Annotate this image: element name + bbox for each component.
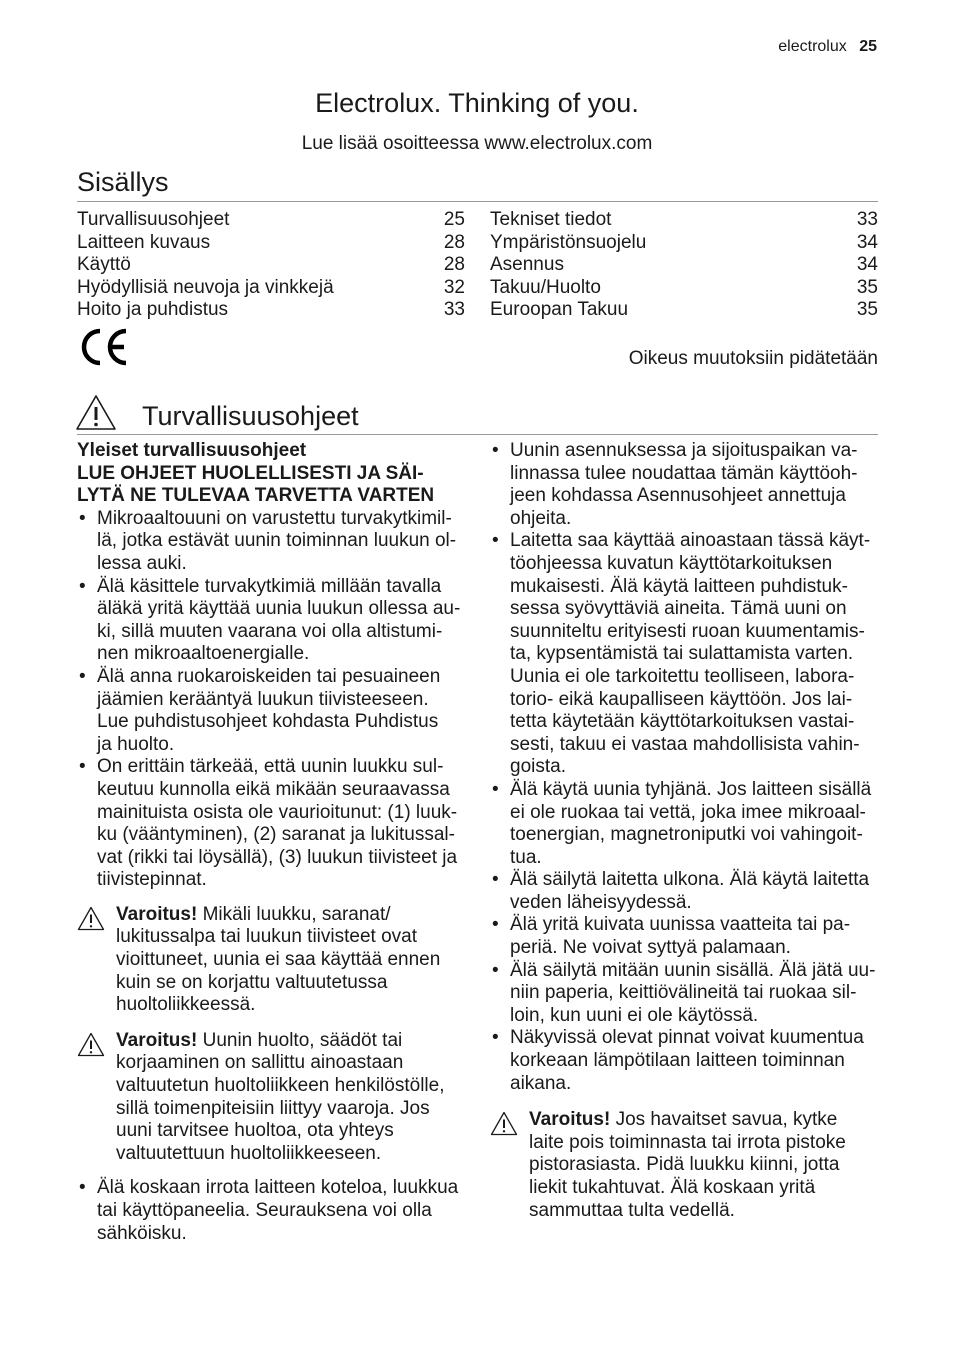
toc-entry-page: 35 <box>856 276 878 298</box>
toc-entry-label: Käyttö <box>77 254 131 276</box>
toc-entry-label: Turvallisuusohjeet <box>77 209 230 230</box>
tagline: Electrolux. Thinking of you. <box>315 88 639 118</box>
line: Uunin asennuksessa ja sijoituspaikan va- <box>510 440 858 461</box>
line: Uunia ei ole tarkoitettu teolliseen, labora- <box>510 665 855 687</box>
toc-entry-label: Asennus <box>490 254 564 276</box>
line: vat (rikki tai löysällä), (3) luukun tiivisteet ja <box>97 846 458 868</box>
line: sähköisku. <box>97 1222 187 1244</box>
toc-entry-label: Laitteen kuvaus <box>77 231 211 253</box>
line: huoltoliikkeessä. <box>116 994 256 1016</box>
website-line: Lue lisää osoitteessa www.electrolux.com <box>301 133 653 154</box>
warning-block <box>77 1030 465 1166</box>
line: veden läheisyydessä. <box>510 891 692 913</box>
warning-triangle-icon <box>77 1032 105 1057</box>
toc-entry <box>77 299 465 322</box>
safety-list-right <box>490 440 878 1095</box>
line: toenergian, magnetroniputki voi vahingoit- <box>510 824 863 846</box>
safety-column-left <box>77 440 465 1245</box>
line: vioittuneet, uunia ei saa käyttää ennen <box>116 949 441 971</box>
list-item <box>490 779 878 869</box>
ce-mark-icon <box>78 326 130 368</box>
line: Uunin huolto, säädöt tai <box>197 1029 403 1051</box>
toc-entry-page: 25 <box>443 209 465 230</box>
brand-name: electrolux <box>778 38 847 55</box>
warning-block <box>77 904 465 1017</box>
caps-line: LUE OHJEET HUOLELLISESTI JA SÄI- <box>77 462 424 484</box>
line: nen mikroaaltoenergialle. <box>97 643 310 665</box>
line: laite pois toiminnasta tai irrota pistoke <box>529 1131 846 1153</box>
toc-entry-page: 34 <box>856 254 878 276</box>
line: Älä yritä kuivata uunissa vaatteita tai pa- <box>510 914 851 936</box>
list-item <box>77 576 465 666</box>
line: sessa syövyttäviä aineita. Tämä uuni on <box>510 598 847 620</box>
list-item <box>77 508 465 576</box>
safety-list-left <box>77 508 465 892</box>
warning-label: Varoitus! <box>116 903 198 925</box>
line: Älä säilytä laitetta ulkona. Älä käytä laitetta <box>510 869 870 891</box>
list-item <box>77 666 465 756</box>
line: Älä käytä uunia tyhjänä. Jos laitteen sisällä <box>510 778 872 800</box>
line: tetta käytetään käyttötarkoituksen vastai- <box>510 711 855 733</box>
toc-entry-page: 35 <box>856 299 878 321</box>
contents-list-right <box>490 209 878 322</box>
contents-heading: Sisällys <box>77 167 169 197</box>
toc-entry-label: Ympäristönsuojelu <box>490 231 647 253</box>
line: jäämien kerääntyä luukun tiivisteeseen. <box>97 688 429 710</box>
line: valtuutettuun huoltoliikkeeseen. <box>116 1142 382 1164</box>
line: torio- eikä kaupalliseen käyttöön. Jos lai- <box>510 688 853 710</box>
safety-heading: Turvallisuusohjeet <box>142 401 359 431</box>
line: tiivistepinnat. <box>97 869 207 891</box>
line: aikana. <box>510 1072 572 1094</box>
line: ja huolto. <box>97 733 175 755</box>
line: töohjeessa kuvatun käyttötarkoituksen <box>510 552 833 574</box>
warning-label: Varoitus! <box>529 1109 611 1131</box>
toc-entry <box>77 209 465 232</box>
line: mukaisesti. Älä käytä laitteen puhdistuk- <box>510 575 848 597</box>
line: Näkyvissä olevat pinnat voivat kuumentua <box>510 1027 864 1049</box>
line: korjaaminen on sallittu ainoastaan <box>116 1052 404 1074</box>
line: liekit tukahtuvat. Älä koskaan yritä <box>529 1177 816 1198</box>
toc-entry-label: Hyödyllisiä neuvoja ja vinkkejä <box>77 276 334 298</box>
line: Älä anna ruokaroiskeiden tai pesuaineen <box>97 665 441 687</box>
list-item <box>490 960 878 1028</box>
line: loin, kun uuni ei ole käytössä. <box>510 1004 759 1026</box>
line: valtuutetun huoltoliikkeen henkilöstölle, <box>116 1075 445 1097</box>
page-header <box>778 38 877 56</box>
line: äläkä yritä käyttää uunia luukun ollessa au- <box>97 598 461 620</box>
line: goista. <box>510 756 566 778</box>
line: sesti, takuu ei vastaa mahdollisista vahin- <box>510 733 860 755</box>
line: ki, sillä muuten vaarana voi olla altistumi- <box>97 620 443 642</box>
toc-entry-page: 34 <box>856 231 878 253</box>
warning-triangle-icon <box>75 394 117 431</box>
contents-divider <box>77 201 878 202</box>
line: lessa auki. <box>97 552 187 574</box>
line: sillä toimenpiteisiin liittyy vaaroja. Jos <box>116 1097 430 1119</box>
toc-entry <box>490 254 878 277</box>
safety-column-right <box>490 440 878 1222</box>
list-item <box>77 756 465 892</box>
line: pistorasiasta. Pidä luukku kiinni, jotta <box>529 1154 840 1176</box>
line: ohjeita. <box>510 507 572 529</box>
line: mainituista osista ole vaurioitunut: (1) luuk- <box>97 801 458 823</box>
toc-entry <box>490 299 878 322</box>
list-item <box>490 1027 878 1095</box>
toc-entry-page: 33 <box>443 299 465 321</box>
line: Jos havaitset savua, kytke <box>610 1109 838 1131</box>
toc-entry-label: Tekniset tiedot <box>490 209 612 230</box>
toc-entry <box>77 277 465 300</box>
line: On erittäin tärkeää, että uunin luukku sul- <box>97 756 444 778</box>
warning-triangle-icon <box>77 906 105 931</box>
contents-list-left <box>77 209 465 322</box>
line: jeen kohdassa Asennusohjeet annettuja <box>510 485 846 507</box>
line: kuin se on korjattu valtuutetussa <box>116 971 388 993</box>
line: linnassa tulee noudattaa tämän käyttöoh- <box>510 462 858 484</box>
line: Älä säilytä mitään uunin sisällä. Älä jätä uu- <box>510 959 876 981</box>
line: uuni tarvitsee huoltoa, ota yhteys <box>116 1120 394 1142</box>
general-safety-subheading: Yleiset turvallisuusohjeet <box>77 440 307 461</box>
line: suunniteltu erityisesti ruoan kuumentamis- <box>510 620 865 642</box>
line: Älä käsittele turvakytkimiä millään tavalla <box>97 575 442 597</box>
warning-block <box>490 1109 878 1222</box>
line: ku (vääntyminen), (2) saranat ja lukitussal- <box>97 824 455 846</box>
safety-list-left-end <box>77 1177 465 1245</box>
rights-reserved-note: Oikeus muutoksiin pidätetään <box>628 348 878 369</box>
toc-entry-label: Euroopan Takuu <box>490 299 629 321</box>
list-item <box>490 530 878 779</box>
toc-entry <box>490 232 878 255</box>
toc-entry-label: Hoito ja puhdistus <box>77 299 229 321</box>
toc-entry-label: Takuu/Huolto <box>490 276 601 298</box>
safety-divider <box>77 434 878 435</box>
line: Lue puhdistusohjeet kohdasta Puhdistus <box>97 711 439 733</box>
line: Mikroaaltouuni on varustettu turvakytkimil- <box>97 507 452 529</box>
toc-entry <box>490 209 878 232</box>
line: niin paperia, keittiövälineitä tai ruokaa sil- <box>510 982 857 1004</box>
warning-label: Varoitus! <box>116 1029 198 1051</box>
line: Mikäli luukku, saranat/ <box>197 903 391 925</box>
line: keutuu kunnolla eikä mikään seuraavassa <box>97 778 450 800</box>
toc-entry <box>490 277 878 300</box>
warning-triangle-icon <box>490 1111 518 1136</box>
line: lukitussalpa tai luukun tiivisteet ovat <box>116 926 417 948</box>
toc-entry <box>77 232 465 255</box>
toc-entry-page: 32 <box>443 276 465 298</box>
line: lä, jotka estävät uunin toiminnan luukun ol- <box>97 530 457 552</box>
toc-entry-page: 33 <box>856 209 878 230</box>
toc-entry <box>77 254 465 277</box>
line: periä. Ne voivat syttyä palamaan. <box>510 937 791 959</box>
line: tua. <box>510 846 542 868</box>
line: ei ole ruokaa tai vettä, joka imee mikroaal- <box>510 801 866 823</box>
line: Laitetta saa käyttää ainoastaan tässä käyt- <box>510 530 871 552</box>
list-item <box>490 869 878 914</box>
line: ta, kypsentämistä tai sulattamista varten. <box>510 643 854 665</box>
line: sammuttaa tulta vedellä. <box>529 1199 735 1221</box>
line: korkeaan lämpötilaan laitteen toiminnan <box>510 1050 845 1072</box>
list-item <box>77 1177 465 1245</box>
list-item <box>490 914 878 959</box>
line: Älä koskaan irrota laitteen koteloa, luukkua <box>97 1177 459 1199</box>
list-item <box>490 440 878 530</box>
toc-entry-page: 28 <box>443 254 465 276</box>
toc-entry-page: 28 <box>443 231 465 253</box>
line: tai käyttöpaneelia. Seurauksena voi olla <box>97 1200 432 1221</box>
page-number: 25 <box>859 38 877 55</box>
caps-line: LYTÄ NE TULEVAA TARVETTA VARTEN <box>77 485 435 507</box>
caps-instruction <box>77 463 465 508</box>
